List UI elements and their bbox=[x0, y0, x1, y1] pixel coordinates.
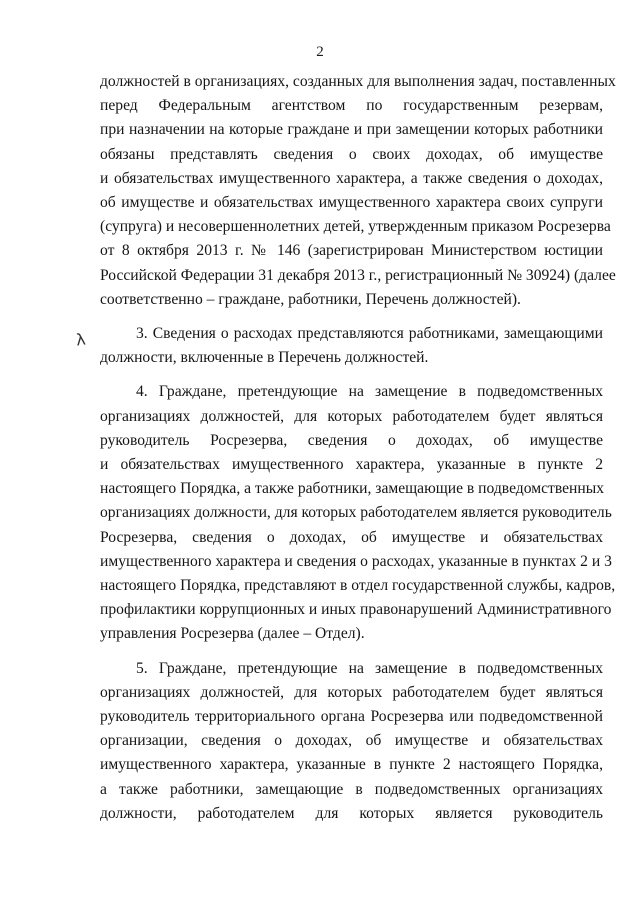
text-line: Росрезерва, сведения о доходах, об имуществе и обязательствах bbox=[100, 528, 603, 546]
text-line: от 8 октября 2013 г. № 146 (зарегистрирован Министерством юстиции bbox=[100, 242, 603, 260]
text-line: перед Федеральным агентством по государственным резервам, bbox=[100, 97, 603, 115]
text-line: настоящего Порядка, а также работники, замещающие в подведомственных bbox=[100, 480, 604, 498]
paragraph-item-4 bbox=[100, 380, 616, 646]
paragraph-continuation bbox=[100, 70, 616, 312]
text-line: организации, сведения о доходах, об имуществе и обязательствах bbox=[100, 732, 603, 750]
paragraph-item-3 bbox=[100, 322, 603, 370]
text-line: (супруга) и несовершеннолетних детей, утвержденным приказом Росрезерва bbox=[100, 218, 611, 236]
text-line: организациях должности, для которых работодателем является руководитель bbox=[100, 504, 612, 522]
paragraph-item-5 bbox=[100, 657, 603, 826]
text-line: организациях должностей, для которых работодателем будет являться bbox=[100, 683, 603, 701]
text-line: руководитель территориального органа Росрезерва или подведомственной bbox=[100, 708, 603, 726]
text-line: организациях должностей, для которых работодателем будет являться bbox=[100, 407, 603, 425]
text-line: и обязательствах имущественного характера, а также сведения о доходах, bbox=[100, 169, 603, 187]
page-number: 2 bbox=[316, 44, 324, 60]
text-line: профилактики коррупционных и иных правонарушений Административного bbox=[100, 601, 612, 619]
text-line: руководитель Росрезерва, сведения о доходах, об имуществе bbox=[100, 431, 603, 449]
text-line: должности, работодателем для которых является руководитель bbox=[100, 804, 603, 822]
text-line: 4. Граждане, претендующие на замещение в подведомственных bbox=[136, 383, 603, 401]
text-line: Российской Федерации 31 декабря 2013 г., регистрационный № 30924) (далее bbox=[100, 266, 616, 284]
text-line: 5. Граждане, претендующие на замещение в подведомственных bbox=[136, 659, 603, 677]
text-line: имущественного характера, указанные в пункте 2 настоящего Порядка, bbox=[100, 756, 603, 774]
text-line: настоящего Порядка, представляют в отдел государственной службы, кадров, bbox=[100, 577, 616, 595]
text-line: обязаны представлять сведения о своих доходах, об имуществе bbox=[100, 145, 603, 163]
text-line: должности, включенные в Перечень должностей. bbox=[100, 349, 429, 367]
text-line: при назначении на которые граждане и при замещении которых работники bbox=[100, 121, 603, 139]
document-body bbox=[100, 70, 616, 826]
text-line: а также работники, замещающие в подведомственных организациях bbox=[100, 780, 603, 798]
text-line: соответственно – граждане, работники, Перечень должностей). bbox=[100, 290, 521, 308]
text-line: и обязательствах имущественного характера, указанные в пункте 2 bbox=[100, 456, 603, 474]
text-line: 3. Сведения о расходах представляются работниками, замещающими bbox=[136, 325, 603, 343]
text-line: управления Росрезерва (далее – Отдел). bbox=[100, 625, 365, 643]
text-line: должностей в организациях, созданных для выполнения задач, поставленных bbox=[100, 73, 616, 90]
text-line: имущественного характера и сведения о расходах, указанные в пунктах 2 и 3 bbox=[100, 552, 612, 570]
text-line: об имуществе и обязательствах имущественного характера своих супруги bbox=[100, 194, 603, 212]
handwritten-margin-mark: λ bbox=[74, 329, 87, 350]
